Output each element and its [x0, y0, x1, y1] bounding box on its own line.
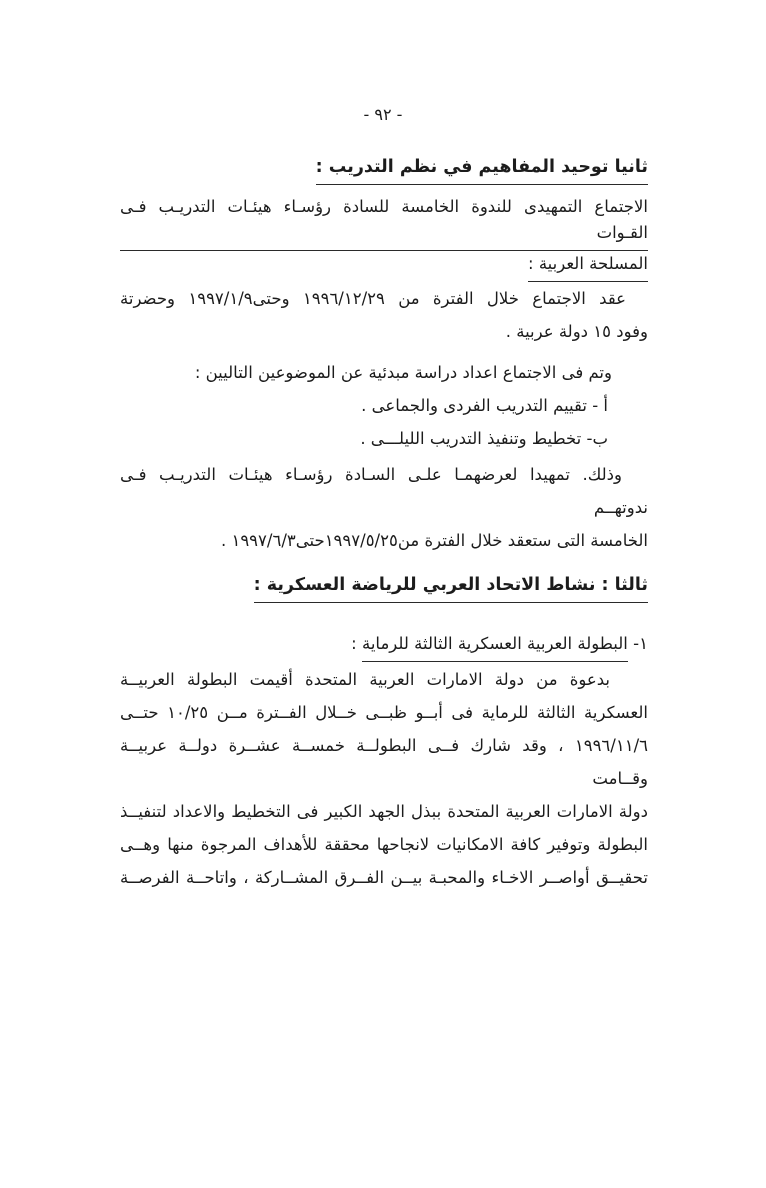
- paragraph3-line2: الخامسة التى ستعقد خلال الفترة من١٩٩٧/٥/٢٥حتى١٩٩٧/٦/٣ .: [220, 531, 648, 550]
- section2-subheading-line2: المسلحة العربية :: [528, 251, 648, 282]
- section3-paragraph-line: بدعوة من دولة الامارات العربية المتحدة أقيمت البطولة العربيــة: [120, 670, 610, 689]
- section3-heading: ثالثا : نشاط الاتحاد العربي للرياضة العسكرية :: [254, 572, 648, 603]
- section3-paragraph-line: البطولة وتوفير كافة الامكانيات لانجاحها محققة للأهداف المرجوة منها وهــى: [120, 835, 648, 854]
- list-item-b: ب- تخطيط وتنفيذ التدريب الليلـــى .: [360, 429, 608, 448]
- paragraph1-line1: عقد الاجتماع خلال الفترة من ١٩٩٦/١٢/٢٩ وحتى١٩٩٧/١/٩ وحضرتة: [120, 289, 627, 308]
- document-page: [0, 104, 766, 1188]
- section3-paragraph: [120, 663, 648, 894]
- paragraph1-line2: وفود ١٥ دولة عربية .: [505, 322, 648, 341]
- section3-item1: [120, 631, 648, 662]
- item1-title: البطولة العربية العسكرية الثالثة للرماية: [362, 631, 628, 662]
- page-content: [120, 154, 648, 894]
- section3-heading-row: [120, 572, 648, 603]
- section2-heading-row: [120, 154, 648, 185]
- item1-number: ١-: [633, 634, 648, 653]
- item1-colon: :: [351, 634, 357, 653]
- section2-subheading-line1: الاجتماع التمهيدى للندوة الخامسة للسادة رؤسـاء هيئـات التدريـب فـى القـوات: [120, 194, 648, 251]
- section3-paragraph-line: ١٩٩٦/١١/٦ ، وقد شارك فــى البطولــة خمســة عشــرة دولــة عربيــة وقــامت: [120, 736, 648, 788]
- section3-paragraph-line: العسكرية الثالثة للرماية فى أبــو ظبــى خــلال الفــترة مــن ١٠/٢٥ حتــى: [120, 703, 648, 722]
- section2-subheading-row2: [120, 251, 648, 282]
- section3-paragraph-line: دولة الامارات العربية المتحدة ببذل الجهد الكبير فى التخطيط والاعداد لتنفيــذ: [120, 802, 648, 821]
- section3-paragraph-line: تحقيــق أواصــر الاخـاء والمحبـة بيــن الفــرق المشــاركة ، واتاحــة الفرصــة: [120, 868, 648, 887]
- paragraph2-intro: وتم فى الاجتماع اعداد دراسة مبدئية عن الموضوعين التاليين :: [194, 363, 612, 382]
- paragraph3-line1: وذلك. تمهيدا لعرضهمـا علـى السـادة رؤسـاء هيئـات التدريـب فـى ندوتهــم: [120, 465, 648, 517]
- page-number: - ٩٢ -: [363, 105, 403, 124]
- list-item-a: أ - تقييم التدريب الفردى والجماعى .: [361, 396, 608, 415]
- section2-heading: ثانيا توحيد المفاهيم في نظم التدريب :: [316, 154, 648, 185]
